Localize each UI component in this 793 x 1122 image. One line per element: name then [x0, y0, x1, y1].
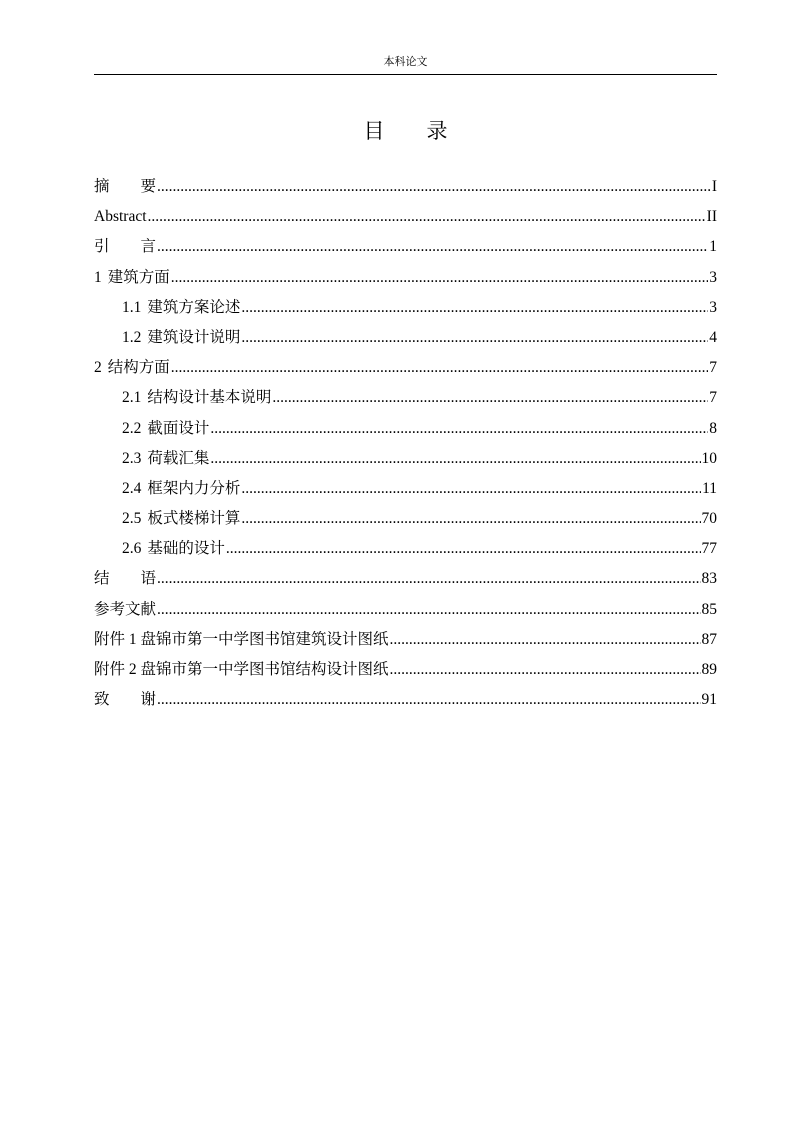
- header-text: 本科论文: [383, 56, 428, 68]
- toc-entry-number: 2.1: [122, 389, 142, 407]
- toc-leader-dots: [157, 685, 700, 715]
- toc-leader-dots: [171, 353, 708, 383]
- toc-leader-dots: [210, 444, 700, 474]
- toc-leader-dots: [148, 202, 706, 232]
- toc-leader-dots: [171, 263, 708, 293]
- toc-entry-appendix-1[interactable]: [94, 625, 717, 655]
- toc-entry-page: I: [711, 178, 717, 195]
- toc-entry-number: 2.2: [122, 419, 142, 437]
- toc-entry-chapter-1[interactable]: [94, 263, 717, 293]
- toc-entry-page: 4: [709, 328, 717, 346]
- toc-entry-label: [122, 474, 240, 504]
- toc-entry-page: 70: [701, 510, 717, 528]
- toc-entry-label: 附件 2 盘锦市第一中学图书馆结构设计图纸: [94, 661, 389, 678]
- toc-entry-page: 87: [701, 630, 717, 648]
- toc-entry-number: 2.5: [122, 510, 142, 528]
- toc-leader-dots: [241, 323, 708, 353]
- toc-entry-number: 1.1: [122, 298, 142, 316]
- toc-leader-dots: [241, 504, 700, 534]
- toc-entry-appendix-2[interactable]: [94, 655, 717, 685]
- toc-entry-page: II: [706, 208, 717, 226]
- toc-entry-label: 引 言: [94, 238, 157, 256]
- toc-entry-section-2-2[interactable]: [94, 414, 717, 444]
- toc-entry-section-1-2[interactable]: [94, 323, 717, 353]
- page-header: [94, 55, 717, 75]
- toc-leader-dots: [390, 625, 701, 655]
- toc-entry-title: 板式楼梯计算: [147, 510, 241, 528]
- toc-entry-label: 附件 1 盘锦市第一中学图书馆建筑设计图纸: [94, 630, 389, 648]
- toc-entry-page: 77: [701, 540, 717, 558]
- toc-entry-page: 3: [709, 298, 717, 316]
- toc-leader-dots: [157, 595, 700, 625]
- toc-entry-page: 1: [709, 238, 717, 256]
- toc-entry-page: 8: [709, 419, 717, 437]
- toc-entry-page: 85: [701, 600, 717, 618]
- toc-entry-page: 3: [709, 268, 717, 286]
- toc-entry-label: Abstract: [94, 208, 147, 226]
- toc-entry-title: 截面设计: [147, 419, 210, 437]
- toc-entry-label: [122, 414, 209, 444]
- toc-entry-title: 建筑设计说明: [147, 328, 241, 346]
- toc-entry-introduction[interactable]: [94, 232, 717, 262]
- toc-leader-dots: [157, 172, 711, 202]
- toc-entry-number: 2: [94, 359, 102, 377]
- toc-entry-number: 1: [94, 268, 102, 286]
- toc-entry-label: [122, 504, 240, 534]
- toc-entry-page: 91: [701, 691, 717, 709]
- toc-entry-conclusion[interactable]: [94, 564, 717, 594]
- toc-entry-page: 10: [701, 449, 717, 467]
- toc-entry-section-2-4[interactable]: [94, 474, 717, 504]
- toc-entry-page: 83: [701, 570, 717, 588]
- toc-entry-acknowledgements[interactable]: [94, 685, 717, 715]
- toc-entry-abstract-en[interactable]: [94, 202, 717, 232]
- toc-entry-label: [122, 444, 209, 474]
- toc-entry-references[interactable]: [94, 595, 717, 625]
- toc-entry-chapter-2[interactable]: [94, 353, 717, 383]
- toc-leader-dots: [390, 655, 701, 685]
- toc-title: [94, 116, 717, 146]
- toc-leader-dots: [241, 293, 708, 323]
- toc-entry-section-1-1[interactable]: [94, 293, 717, 323]
- toc-entry-label: 结 语: [94, 570, 157, 588]
- toc-entry-title: 基础的设计: [147, 540, 225, 558]
- table-of-contents: [94, 172, 717, 715]
- toc-title-part2: 录: [426, 119, 448, 143]
- toc-entry-title: 建筑方面: [107, 268, 170, 286]
- toc-entry-section-2-3[interactable]: [94, 444, 717, 474]
- toc-entry-section-2-1[interactable]: [94, 383, 717, 413]
- toc-entry-number: 2.4: [122, 479, 142, 497]
- toc-entry-label: [122, 323, 240, 353]
- toc-entry-page: 11: [702, 479, 717, 497]
- toc-entry-title: 结构设计基本说明: [147, 389, 272, 407]
- toc-entry-label: [122, 383, 271, 413]
- toc-leader-dots: [241, 474, 701, 504]
- toc-entry-title: 框架内力分析: [147, 479, 241, 497]
- toc-entry-page: 7: [709, 389, 717, 407]
- toc-entry-label: [122, 534, 225, 564]
- toc-entry-title: 建筑方案论述: [147, 298, 241, 316]
- toc-leader-dots: [157, 232, 708, 262]
- toc-entry-number: 2.3: [122, 449, 142, 467]
- toc-title-part1: 目: [363, 119, 385, 143]
- toc-entry-title: 荷载汇集: [147, 449, 210, 467]
- toc-entry-section-2-6[interactable]: [94, 534, 717, 564]
- toc-entry-label: [94, 263, 170, 293]
- toc-entry-label: 摘 要: [94, 178, 157, 195]
- toc-entry-label: 致 谢: [94, 691, 157, 709]
- toc-entry-section-2-5[interactable]: [94, 504, 717, 534]
- toc-leader-dots: [210, 414, 708, 444]
- toc-entry-number: 1.2: [122, 328, 142, 346]
- toc-entry-label: [94, 353, 170, 383]
- toc-entry-label: 参考文献: [94, 600, 157, 618]
- toc-entry-page: 89: [701, 661, 717, 678]
- toc-leader-dots: [272, 383, 708, 413]
- toc-leader-dots: [157, 564, 700, 594]
- toc-entry-title: 结构方面: [107, 359, 170, 377]
- toc-entry-page: 7: [709, 359, 717, 377]
- toc-leader-dots: [226, 534, 701, 564]
- toc-entry-number: 2.6: [122, 540, 142, 558]
- toc-entry-abstract-cn[interactable]: [94, 172, 717, 202]
- toc-entry-label: [122, 293, 240, 323]
